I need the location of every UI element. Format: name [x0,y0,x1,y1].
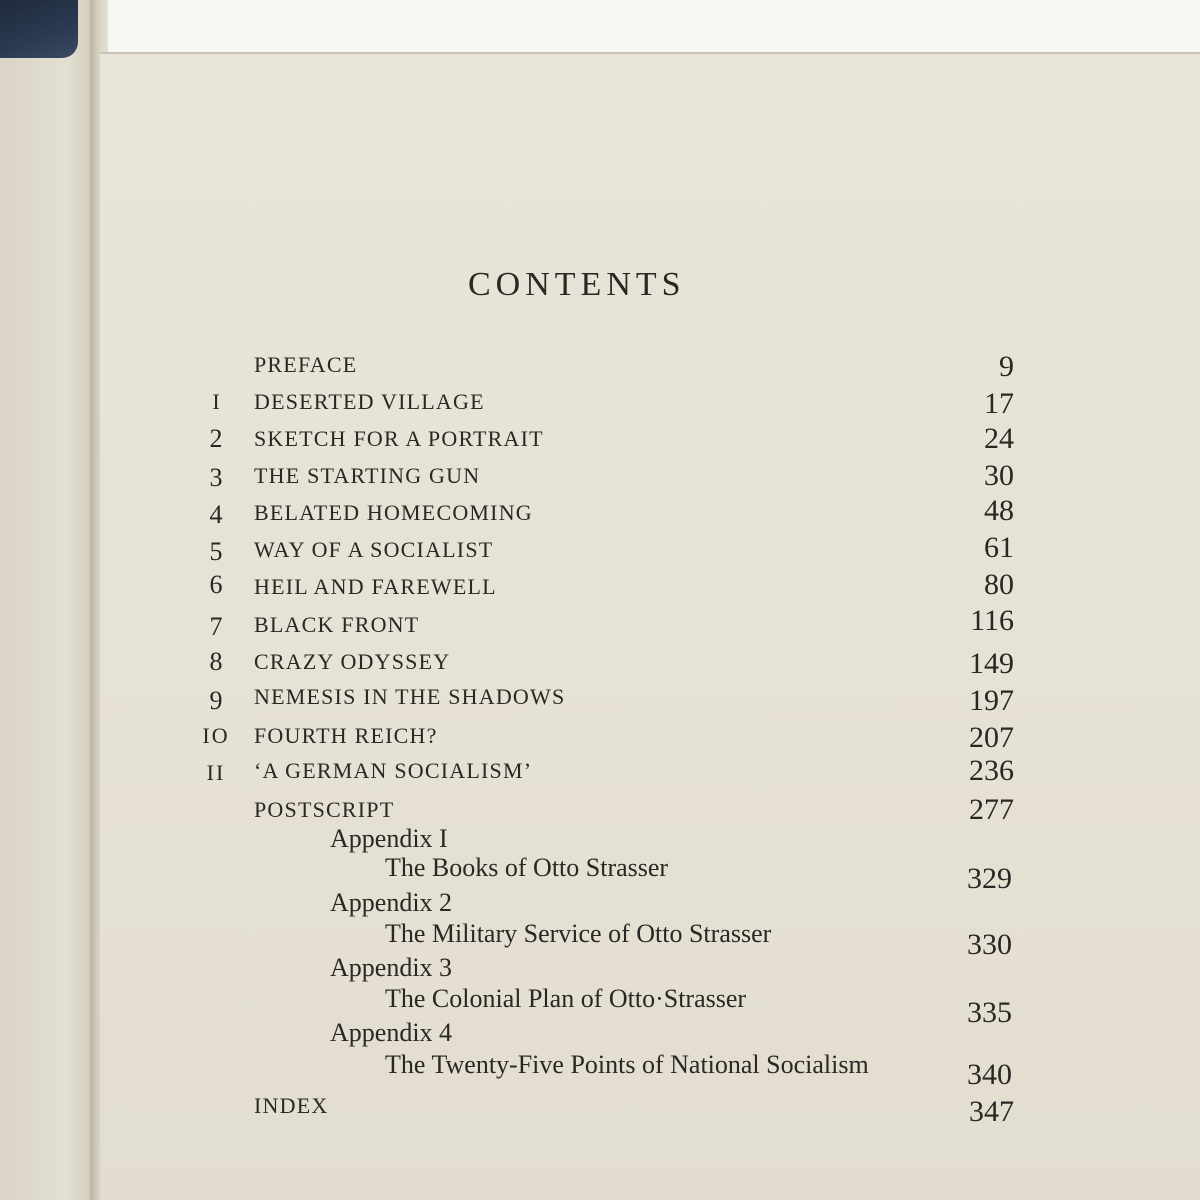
chapter-page: 116 [970,604,1014,637]
chapter-title: BELATED HOMECOMING [254,500,533,525]
chapter-title: PREFACE [254,352,358,377]
chapter-number: 5 [209,537,223,566]
chapter-title: ‘A GERMAN SOCIALISM’ [254,758,533,783]
chapter-number: 9 [209,686,223,715]
chapter-number: 3 [209,463,223,492]
chapter-page: 197 [969,684,1014,717]
appendix-page: 330 [967,928,1012,961]
chapter-number: 8 [209,647,223,676]
appendix-heading: Appendix I [330,824,448,853]
appendix-title: The Books of Otto Strasser [385,853,669,882]
index-page: 347 [969,1095,1014,1128]
chapter-number: 4 [209,500,223,529]
chapter-number: IO [202,723,230,748]
chapter-page: 24 [984,422,1014,455]
index-label: INDEX [254,1093,329,1118]
appendix-title: The Military Service of Otto Strasser [385,919,772,948]
chapter-title: HEIL AND FAREWELL [254,574,497,599]
chapter-title: THE STARTING GUN [254,463,481,488]
chapter-title: POSTSCRIPT [254,797,395,822]
appendix-page: 340 [967,1058,1012,1091]
chapter-page: 30 [984,459,1014,492]
appendix-heading: Appendix 2 [330,888,453,917]
chapter-title: CRAZY ODYSSEY [254,649,451,674]
chapter-page: 277 [969,793,1014,826]
page-title: CONTENTS [468,266,686,303]
chapter-page: 9 [999,350,1014,383]
chapter-title: FOURTH REICH? [254,723,438,748]
chapter-page: 149 [969,647,1014,680]
appendix-heading: Appendix 3 [330,953,453,982]
appendix-page: 335 [967,996,1012,1029]
chapter-title: SKETCH FOR A PORTRAIT [254,426,544,451]
chapter-title: BLACK FRONT [254,612,420,637]
chapter-page: 61 [984,531,1014,564]
appendix-title: The Twenty-Five Points of National Socialism [385,1050,869,1079]
chapter-title: WAY OF A SOCIALIST [254,537,494,562]
appendix-title: The Colonial Plan of Otto·Strasser [385,984,747,1013]
appendix-heading: Appendix 4 [330,1018,453,1047]
chapter-page: 48 [984,494,1014,527]
chapter-number: 2 [209,424,223,453]
chapter-title: NEMESIS IN THE SHADOWS [254,684,566,709]
chapter-page: 80 [984,568,1014,601]
book-cover-corner [0,0,78,58]
appendix-page: 329 [967,862,1012,895]
chapter-page: 207 [969,721,1014,754]
left-page-edge [0,0,96,1200]
chapter-page: 236 [969,754,1014,787]
chapter-number: 6 [209,570,223,599]
chapter-number: I [212,389,220,414]
chapter-title: DESERTED VILLAGE [254,389,485,414]
chapter-number: II [206,760,226,785]
chapter-page: 17 [984,387,1014,420]
chapter-number: 7 [209,612,223,641]
